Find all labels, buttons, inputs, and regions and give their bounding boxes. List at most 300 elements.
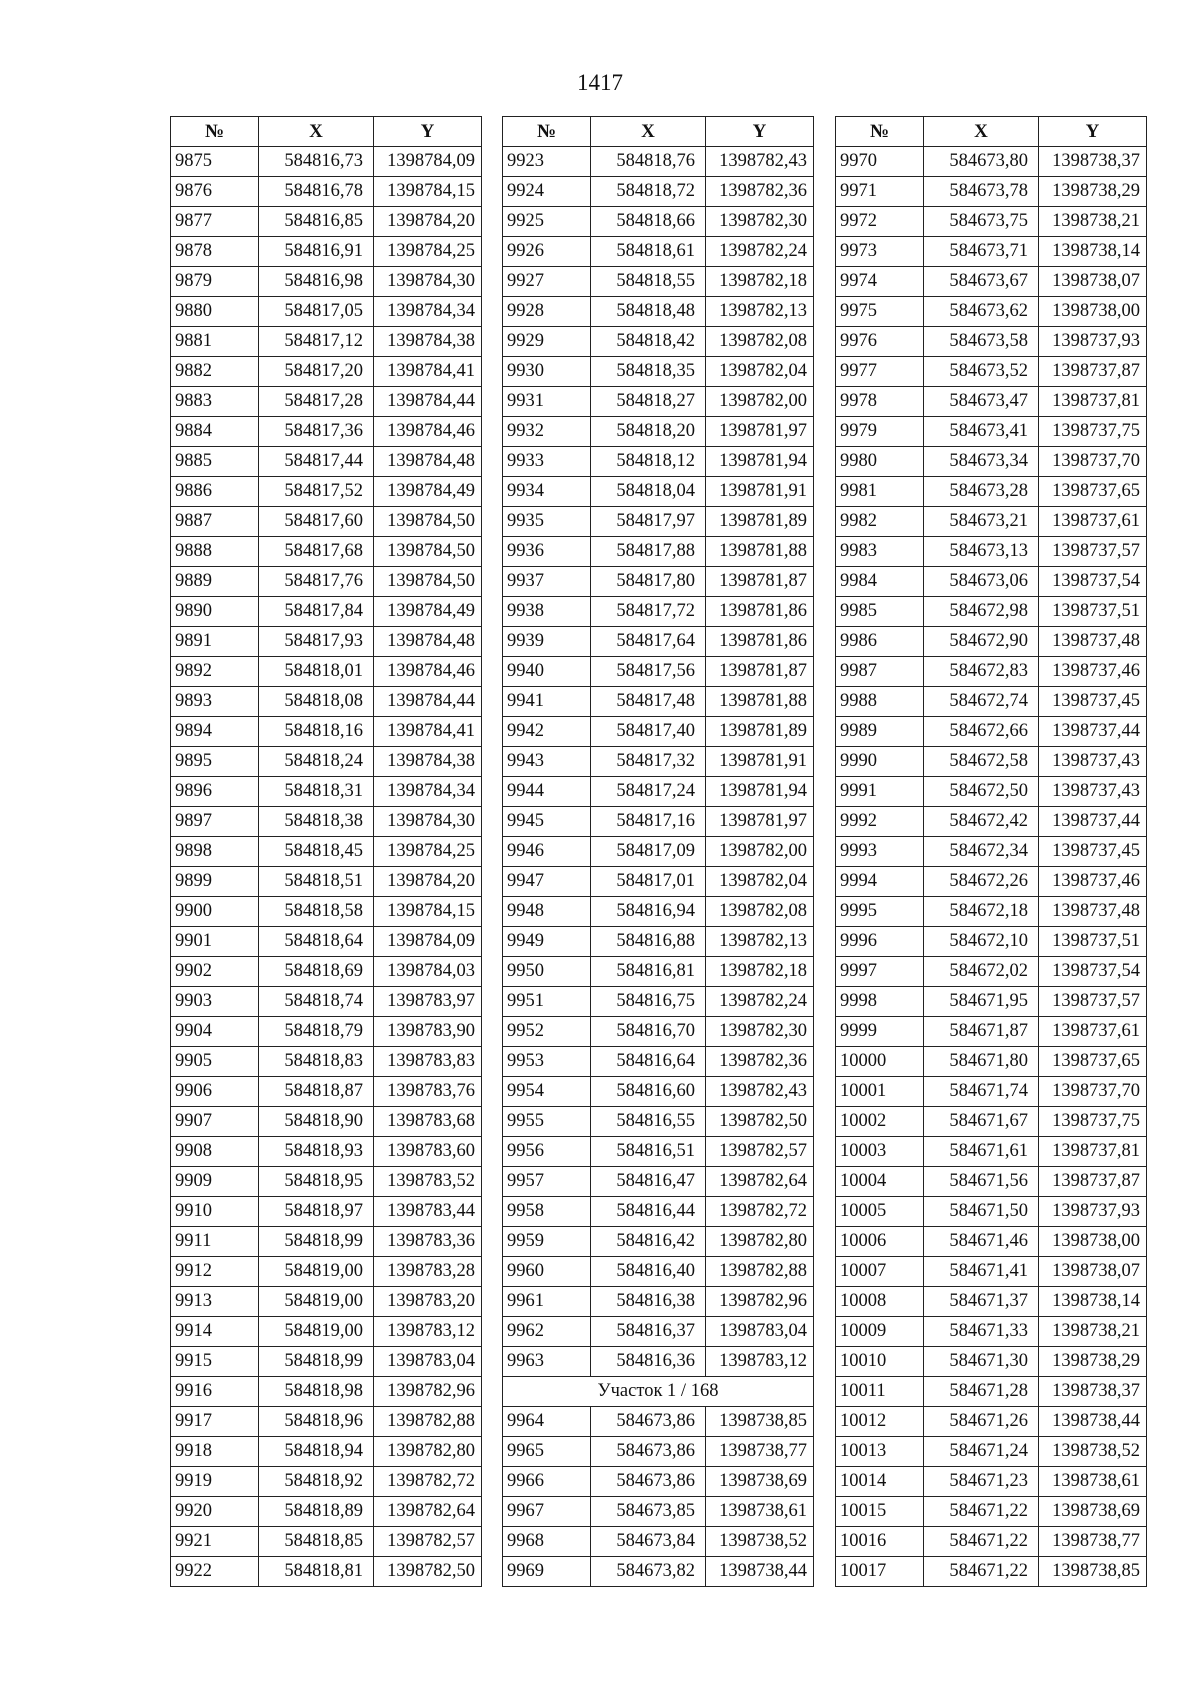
- table-row: [503, 747, 814, 777]
- x-coordinate-cell: 584818,90: [259, 1107, 374, 1137]
- point-number-cell: 9954: [503, 1077, 591, 1107]
- point-number-cell: 9898: [171, 837, 259, 867]
- y-coordinate-cell: 1398737,45: [1039, 837, 1147, 867]
- point-number-cell: 9877: [171, 207, 259, 237]
- point-number-cell: 9953: [503, 1047, 591, 1077]
- point-number-cell: 10016: [836, 1527, 924, 1557]
- table-row: [171, 807, 482, 837]
- column-header-x: X: [924, 117, 1039, 147]
- point-number-cell: 10011: [836, 1377, 924, 1407]
- x-coordinate-cell: 584818,31: [259, 777, 374, 807]
- x-coordinate-cell: 584817,09: [591, 837, 706, 867]
- table-header-row: [171, 117, 482, 147]
- table-row: [836, 297, 1147, 327]
- y-coordinate-cell: 1398738,52: [1039, 1437, 1147, 1467]
- x-coordinate-cell: 584818,55: [591, 267, 706, 297]
- point-number-cell: 9991: [836, 777, 924, 807]
- page-number: 1417: [577, 70, 623, 95]
- table-row: [171, 627, 482, 657]
- y-coordinate-cell: 1398784,03: [374, 957, 482, 987]
- y-coordinate-cell: 1398737,57: [1039, 987, 1147, 1017]
- x-coordinate-cell: 584816,36: [591, 1347, 706, 1377]
- y-coordinate-cell: 1398784,48: [374, 627, 482, 657]
- point-number-cell: 9966: [503, 1467, 591, 1497]
- x-coordinate-cell: 584671,24: [924, 1437, 1039, 1467]
- table-row: [503, 1227, 814, 1257]
- x-coordinate-cell: 584671,22: [924, 1527, 1039, 1557]
- table-row: [836, 747, 1147, 777]
- x-coordinate-cell: 584817,88: [591, 537, 706, 567]
- point-number-cell: 9997: [836, 957, 924, 987]
- point-number-cell: 9916: [171, 1377, 259, 1407]
- point-number-cell: 9940: [503, 657, 591, 687]
- point-number-cell: 9875: [171, 147, 259, 177]
- y-coordinate-cell: 1398781,89: [706, 717, 814, 747]
- x-coordinate-cell: 584673,58: [924, 327, 1039, 357]
- table-row: [503, 717, 814, 747]
- point-number-cell: 9988: [836, 687, 924, 717]
- point-number-cell: 9981: [836, 477, 924, 507]
- y-coordinate-cell: 1398782,57: [374, 1527, 482, 1557]
- table-row: [171, 447, 482, 477]
- point-number-cell: 10003: [836, 1137, 924, 1167]
- table-row: [836, 837, 1147, 867]
- y-coordinate-cell: 1398784,41: [374, 717, 482, 747]
- table-row: [171, 267, 482, 297]
- x-coordinate-cell: 584818,89: [259, 1497, 374, 1527]
- y-coordinate-cell: 1398737,43: [1039, 747, 1147, 777]
- table-row: [171, 387, 482, 417]
- y-coordinate-cell: 1398782,00: [706, 837, 814, 867]
- x-coordinate-cell: 584818,74: [259, 987, 374, 1017]
- y-coordinate-cell: 1398738,21: [1039, 1317, 1147, 1347]
- point-number-cell: 9973: [836, 237, 924, 267]
- point-number-cell: 9936: [503, 537, 591, 567]
- coordinates-table-3: [835, 116, 1147, 1587]
- x-coordinate-cell: 584817,52: [259, 477, 374, 507]
- point-number-cell: 9903: [171, 987, 259, 1017]
- table-row: [503, 927, 814, 957]
- x-coordinate-cell: 584671,87: [924, 1017, 1039, 1047]
- y-coordinate-cell: 1398783,90: [374, 1017, 482, 1047]
- point-number-cell: 9970: [836, 147, 924, 177]
- table-row: [503, 1437, 814, 1467]
- x-coordinate-cell: 584673,78: [924, 177, 1039, 207]
- table-row: [836, 1197, 1147, 1227]
- y-coordinate-cell: 1398784,09: [374, 147, 482, 177]
- point-number-cell: 9992: [836, 807, 924, 837]
- x-coordinate-cell: 584673,34: [924, 447, 1039, 477]
- y-coordinate-cell: 1398782,57: [706, 1137, 814, 1167]
- point-number-cell: 9889: [171, 567, 259, 597]
- point-number-cell: 9952: [503, 1017, 591, 1047]
- y-coordinate-cell: 1398784,41: [374, 357, 482, 387]
- column-header-no: №: [503, 117, 591, 147]
- x-coordinate-cell: 584818,98: [259, 1377, 374, 1407]
- y-coordinate-cell: 1398781,97: [706, 417, 814, 447]
- y-coordinate-cell: 1398737,81: [1039, 387, 1147, 417]
- table-row: [171, 777, 482, 807]
- y-coordinate-cell: 1398738,85: [706, 1407, 814, 1437]
- x-coordinate-cell: 584672,34: [924, 837, 1039, 867]
- point-number-cell: 9961: [503, 1287, 591, 1317]
- table-row: [836, 1527, 1147, 1557]
- y-coordinate-cell: 1398737,43: [1039, 777, 1147, 807]
- x-coordinate-cell: 584671,37: [924, 1287, 1039, 1317]
- x-coordinate-cell: 584816,38: [591, 1287, 706, 1317]
- x-coordinate-cell: 584818,24: [259, 747, 374, 777]
- x-coordinate-cell: 584673,13: [924, 537, 1039, 567]
- y-coordinate-cell: 1398738,61: [706, 1497, 814, 1527]
- table-row: [171, 1167, 482, 1197]
- point-number-cell: 9946: [503, 837, 591, 867]
- table-row: [836, 777, 1147, 807]
- y-coordinate-cell: 1398781,87: [706, 657, 814, 687]
- table-row: [836, 567, 1147, 597]
- table-row: [503, 1497, 814, 1527]
- y-coordinate-cell: 1398737,45: [1039, 687, 1147, 717]
- y-coordinate-cell: 1398737,44: [1039, 807, 1147, 837]
- table-row: [836, 1437, 1147, 1467]
- table-row: [836, 1497, 1147, 1527]
- point-number-cell: 9928: [503, 297, 591, 327]
- table-row: [503, 1167, 814, 1197]
- y-coordinate-cell: 1398783,68: [374, 1107, 482, 1137]
- x-coordinate-cell: 584673,84: [591, 1527, 706, 1557]
- table-row: [836, 147, 1147, 177]
- x-coordinate-cell: 584816,94: [591, 897, 706, 927]
- x-coordinate-cell: 584818,04: [591, 477, 706, 507]
- point-number-cell: 9923: [503, 147, 591, 177]
- point-number-cell: 9907: [171, 1107, 259, 1137]
- y-coordinate-cell: 1398782,88: [706, 1257, 814, 1287]
- x-coordinate-cell: 584816,73: [259, 147, 374, 177]
- y-coordinate-cell: 1398784,30: [374, 807, 482, 837]
- point-number-cell: 9956: [503, 1137, 591, 1167]
- x-coordinate-cell: 584817,68: [259, 537, 374, 567]
- y-coordinate-cell: 1398781,91: [706, 477, 814, 507]
- point-number-cell: 9993: [836, 837, 924, 867]
- x-coordinate-cell: 584673,62: [924, 297, 1039, 327]
- x-coordinate-cell: 584817,84: [259, 597, 374, 627]
- y-coordinate-cell: 1398784,20: [374, 867, 482, 897]
- x-coordinate-cell: 584818,66: [591, 207, 706, 237]
- point-number-cell: 9932: [503, 417, 591, 447]
- point-number-cell: 9885: [171, 447, 259, 477]
- x-coordinate-cell: 584673,86: [591, 1407, 706, 1437]
- y-coordinate-cell: 1398784,38: [374, 747, 482, 777]
- coordinates-table-1: [170, 116, 482, 1587]
- y-coordinate-cell: 1398737,48: [1039, 627, 1147, 657]
- point-number-cell: 9945: [503, 807, 591, 837]
- point-number-cell: 9994: [836, 867, 924, 897]
- point-number-cell: 9908: [171, 1137, 259, 1167]
- column-header-x: X: [591, 117, 706, 147]
- point-number-cell: 10012: [836, 1407, 924, 1437]
- y-coordinate-cell: 1398782,80: [374, 1437, 482, 1467]
- table-row: [503, 1257, 814, 1287]
- x-coordinate-cell: 584672,58: [924, 747, 1039, 777]
- y-coordinate-cell: 1398737,61: [1039, 1017, 1147, 1047]
- table-row: [836, 177, 1147, 207]
- table-row: [836, 1467, 1147, 1497]
- x-coordinate-cell: 584818,58: [259, 897, 374, 927]
- y-coordinate-cell: 1398737,93: [1039, 327, 1147, 357]
- y-coordinate-cell: 1398784,50: [374, 567, 482, 597]
- point-number-cell: 9976: [836, 327, 924, 357]
- point-number-cell: 9880: [171, 297, 259, 327]
- point-number-cell: 9930: [503, 357, 591, 387]
- table-row: [503, 1317, 814, 1347]
- table-row: [503, 147, 814, 177]
- table-row: [171, 927, 482, 957]
- table-row: [171, 1437, 482, 1467]
- point-number-cell: 9897: [171, 807, 259, 837]
- table-row: [503, 957, 814, 987]
- x-coordinate-cell: 584817,36: [259, 417, 374, 447]
- x-coordinate-cell: 584671,56: [924, 1167, 1039, 1197]
- y-coordinate-cell: 1398782,08: [706, 327, 814, 357]
- y-coordinate-cell: 1398738,69: [706, 1467, 814, 1497]
- table-row: [836, 927, 1147, 957]
- x-coordinate-cell: 584673,80: [924, 147, 1039, 177]
- table-row: [171, 1287, 482, 1317]
- y-coordinate-cell: 1398737,51: [1039, 597, 1147, 627]
- point-number-cell: 9890: [171, 597, 259, 627]
- y-coordinate-cell: 1398737,70: [1039, 1077, 1147, 1107]
- point-number-cell: 10007: [836, 1257, 924, 1287]
- x-coordinate-cell: 584671,41: [924, 1257, 1039, 1287]
- x-coordinate-cell: 584672,83: [924, 657, 1039, 687]
- point-number-cell: 9883: [171, 387, 259, 417]
- x-coordinate-cell: 584673,71: [924, 237, 1039, 267]
- x-coordinate-cell: 584818,64: [259, 927, 374, 957]
- table-row: [836, 987, 1147, 1017]
- y-coordinate-cell: 1398784,46: [374, 417, 482, 447]
- x-coordinate-cell: 584673,06: [924, 567, 1039, 597]
- x-coordinate-cell: 584817,60: [259, 507, 374, 537]
- table-row: [836, 267, 1147, 297]
- point-number-cell: 10005: [836, 1197, 924, 1227]
- point-number-cell: 9937: [503, 567, 591, 597]
- y-coordinate-cell: 1398783,83: [374, 1047, 482, 1077]
- point-number-cell: 9938: [503, 597, 591, 627]
- table-row: [503, 777, 814, 807]
- y-coordinate-cell: 1398782,30: [706, 1017, 814, 1047]
- point-number-cell: 9906: [171, 1077, 259, 1107]
- x-coordinate-cell: 584816,98: [259, 267, 374, 297]
- y-coordinate-cell: 1398784,34: [374, 297, 482, 327]
- point-number-cell: 9941: [503, 687, 591, 717]
- table-row: [171, 1197, 482, 1227]
- y-coordinate-cell: 1398738,07: [1039, 1257, 1147, 1287]
- point-number-cell: 9899: [171, 867, 259, 897]
- table-row: [503, 897, 814, 927]
- point-number-cell: 9977: [836, 357, 924, 387]
- table-row: [836, 477, 1147, 507]
- table-row: [171, 987, 482, 1017]
- y-coordinate-cell: 1398784,44: [374, 687, 482, 717]
- table-row: [503, 447, 814, 477]
- x-coordinate-cell: 584818,95: [259, 1167, 374, 1197]
- x-coordinate-cell: 584818,27: [591, 387, 706, 417]
- x-coordinate-cell: 584816,85: [259, 207, 374, 237]
- x-coordinate-cell: 584672,50: [924, 777, 1039, 807]
- y-coordinate-cell: 1398737,81: [1039, 1137, 1147, 1167]
- x-coordinate-cell: 584817,56: [591, 657, 706, 687]
- table-row: [503, 867, 814, 897]
- x-coordinate-cell: 584817,05: [259, 297, 374, 327]
- table-row: [503, 1197, 814, 1227]
- y-coordinate-cell: 1398738,29: [1039, 1347, 1147, 1377]
- point-number-cell: 9876: [171, 177, 259, 207]
- y-coordinate-cell: 1398738,37: [1039, 147, 1147, 177]
- x-coordinate-cell: 584816,37: [591, 1317, 706, 1347]
- table-row: [171, 1377, 482, 1407]
- y-coordinate-cell: 1398783,44: [374, 1197, 482, 1227]
- y-coordinate-cell: 1398737,61: [1039, 507, 1147, 537]
- point-number-cell: 10014: [836, 1467, 924, 1497]
- point-number-cell: 9942: [503, 717, 591, 747]
- x-coordinate-cell: 584818,94: [259, 1437, 374, 1467]
- point-number-cell: 9895: [171, 747, 259, 777]
- column-header-y: Y: [706, 117, 814, 147]
- point-number-cell: 9950: [503, 957, 591, 987]
- y-coordinate-cell: 1398784,25: [374, 837, 482, 867]
- point-number-cell: 9951: [503, 987, 591, 1017]
- x-coordinate-cell: 584817,72: [591, 597, 706, 627]
- point-number-cell: 9996: [836, 927, 924, 957]
- y-coordinate-cell: 1398738,77: [706, 1437, 814, 1467]
- x-coordinate-cell: 584817,44: [259, 447, 374, 477]
- point-number-cell: 9884: [171, 417, 259, 447]
- table-row: [836, 657, 1147, 687]
- x-coordinate-cell: 584673,86: [591, 1467, 706, 1497]
- table-row: [836, 957, 1147, 987]
- y-coordinate-cell: 1398784,25: [374, 237, 482, 267]
- table-row: [836, 207, 1147, 237]
- table-row: [171, 837, 482, 867]
- point-number-cell: 9947: [503, 867, 591, 897]
- y-coordinate-cell: 1398738,85: [1039, 1557, 1147, 1587]
- x-coordinate-cell: 584818,48: [591, 297, 706, 327]
- y-coordinate-cell: 1398782,24: [706, 987, 814, 1017]
- section-row: [503, 1377, 814, 1407]
- x-coordinate-cell: 584817,48: [591, 687, 706, 717]
- table-header-row: [836, 117, 1147, 147]
- y-coordinate-cell: 1398782,96: [374, 1377, 482, 1407]
- y-coordinate-cell: 1398782,80: [706, 1227, 814, 1257]
- point-number-cell: 9922: [171, 1557, 259, 1587]
- table-row: [836, 1257, 1147, 1287]
- y-coordinate-cell: 1398737,93: [1039, 1197, 1147, 1227]
- point-number-cell: 9915: [171, 1347, 259, 1377]
- x-coordinate-cell: 584817,64: [591, 627, 706, 657]
- table-row: [836, 237, 1147, 267]
- point-number-cell: 9892: [171, 657, 259, 687]
- y-coordinate-cell: 1398781,97: [706, 807, 814, 837]
- point-number-cell: 9990: [836, 747, 924, 777]
- table-row: [836, 417, 1147, 447]
- x-coordinate-cell: 584816,64: [591, 1047, 706, 1077]
- point-number-cell: 10009: [836, 1317, 924, 1347]
- y-coordinate-cell: 1398784,48: [374, 447, 482, 477]
- x-coordinate-cell: 584671,46: [924, 1227, 1039, 1257]
- point-number-cell: 9964: [503, 1407, 591, 1437]
- point-number-cell: 10008: [836, 1287, 924, 1317]
- point-number-cell: 9983: [836, 537, 924, 567]
- x-coordinate-cell: 584671,28: [924, 1377, 1039, 1407]
- table-row: [503, 597, 814, 627]
- y-coordinate-cell: 1398738,61: [1039, 1467, 1147, 1497]
- y-coordinate-cell: 1398784,46: [374, 657, 482, 687]
- point-number-cell: 9894: [171, 717, 259, 747]
- point-number-cell: 9913: [171, 1287, 259, 1317]
- table-row: [503, 657, 814, 687]
- section-title: Участок 1 / 168: [503, 1377, 814, 1407]
- x-coordinate-cell: 584818,81: [259, 1557, 374, 1587]
- y-coordinate-cell: 1398782,64: [706, 1167, 814, 1197]
- x-coordinate-cell: 584673,86: [591, 1437, 706, 1467]
- point-number-cell: 9974: [836, 267, 924, 297]
- table-row: [836, 387, 1147, 417]
- y-coordinate-cell: 1398784,30: [374, 267, 482, 297]
- point-number-cell: 9904: [171, 1017, 259, 1047]
- point-number-cell: 9965: [503, 1437, 591, 1467]
- table-row: [836, 537, 1147, 567]
- point-number-cell: 9914: [171, 1317, 259, 1347]
- x-coordinate-cell: 584672,66: [924, 717, 1039, 747]
- table-row: [171, 237, 482, 267]
- table-row: [836, 687, 1147, 717]
- y-coordinate-cell: 1398737,54: [1039, 957, 1147, 987]
- table-row: [836, 1107, 1147, 1137]
- x-coordinate-cell: 584671,67: [924, 1107, 1039, 1137]
- point-number-cell: 9985: [836, 597, 924, 627]
- table-row: [171, 1557, 482, 1587]
- x-coordinate-cell: 584818,79: [259, 1017, 374, 1047]
- point-number-cell: 9926: [503, 237, 591, 267]
- y-coordinate-cell: 1398781,94: [706, 777, 814, 807]
- x-coordinate-cell: 584816,40: [591, 1257, 706, 1287]
- x-coordinate-cell: 584818,51: [259, 867, 374, 897]
- point-number-cell: 9975: [836, 297, 924, 327]
- x-coordinate-cell: 584673,41: [924, 417, 1039, 447]
- table-row: [836, 447, 1147, 477]
- table-row: [503, 1467, 814, 1497]
- point-number-cell: 9939: [503, 627, 591, 657]
- point-number-cell: 9888: [171, 537, 259, 567]
- y-coordinate-cell: 1398738,14: [1039, 237, 1147, 267]
- table-row: [503, 537, 814, 567]
- y-coordinate-cell: 1398782,18: [706, 267, 814, 297]
- table-row: [503, 837, 814, 867]
- x-coordinate-cell: 584818,99: [259, 1227, 374, 1257]
- table-row: [503, 357, 814, 387]
- y-coordinate-cell: 1398783,36: [374, 1227, 482, 1257]
- y-coordinate-cell: 1398783,20: [374, 1287, 482, 1317]
- x-coordinate-cell: 584672,18: [924, 897, 1039, 927]
- point-number-cell: 9979: [836, 417, 924, 447]
- point-number-cell: 10017: [836, 1557, 924, 1587]
- x-coordinate-cell: 584673,75: [924, 207, 1039, 237]
- x-coordinate-cell: 584817,20: [259, 357, 374, 387]
- y-coordinate-cell: 1398782,36: [706, 1047, 814, 1077]
- y-coordinate-cell: 1398782,13: [706, 297, 814, 327]
- table-row: [836, 1167, 1147, 1197]
- y-coordinate-cell: 1398737,44: [1039, 717, 1147, 747]
- y-coordinate-cell: 1398738,00: [1039, 1227, 1147, 1257]
